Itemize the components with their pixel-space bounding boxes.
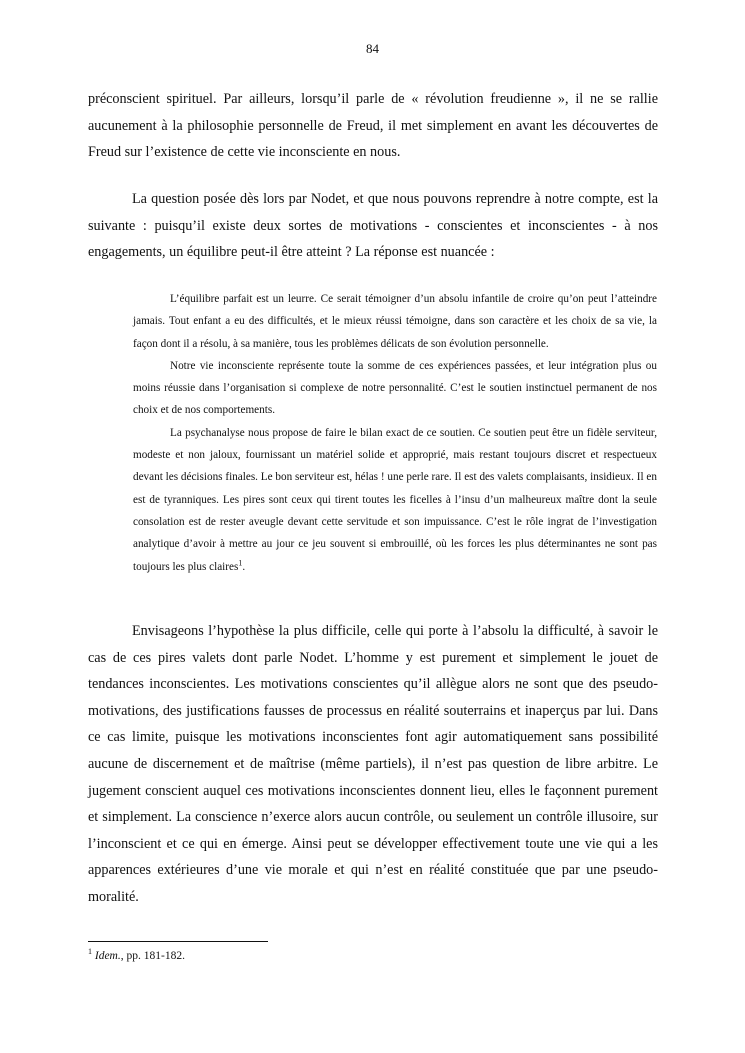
block-quote xyxy=(133,288,657,578)
quote-paragraph: L’équilibre parfait est un leurre. Ce serait témoigner d’un absolu infantile de croire qu’on peut l’atteindre jamais. Tout enfant a eu des difficultés, et le mieux réussi témoigne, dans son caractère et les choix de sa vie, la façon dont il a résolu, à sa manière, tous les problèmes délicats de son évolution personnelle. xyxy=(133,293,657,350)
body-paragraph: préconscient spirituel. Par ailleurs, lorsqu’il parle de « révolution freudienne », il ne se rallie aucunement à la philosophie personnelle de Freud, il met simplement en avant les découvertes de Freud sur l’existence de cette vie inconsciente en nous. xyxy=(88,91,658,161)
footnote-number: 1 xyxy=(88,947,92,957)
footnote-divider xyxy=(88,941,268,942)
footnote xyxy=(88,948,658,964)
body-paragraph: La question posée dès lors par Nodet, et que nous pouvons reprendre à notre compte, est la suivante : puisqu’il existe deux sortes de motivations - conscientes et inconscientes - à nos engagements, un équilibre peut-il être atteint ? La réponse est nuancée : xyxy=(88,191,658,261)
footnote-source: Idem. xyxy=(94,950,121,962)
quote-text: La psychanalyse nous propose de faire le bilan exact de ce soutien. Ce soutien peut être un fidèle serviteur, modeste et non jaloux, fournissant un matériel solide et approprié, mais restant toujours discret et respectueux devant les décisions finales. Le bon serviteur est, hélas ! une perle rare. Il est des valets complaisants, insidieux. Il en est de tyranniques. Les pires sont ceux qui tirent toutes les ficelles à l’insu d’un malheureux maître dont la seule consolation est de rester aveugle devant cette servitude et son impuissance. C’est le rôle ingrat de l’investigation analytique d’avoir à mettre au jour ce jeu souvent si embrouillé, où les forces les plus déterminantes ne sont pas toujours les plus claires xyxy=(133,426,657,573)
footnote-reference[interactable]: 1 xyxy=(238,557,243,567)
quote-paragraph: Notre vie inconsciente représente toute la somme de ces expériences passées, et leur intégration plus ou moins réussie dans l’organisation si complexe de notre personnalité. C’est le soutien instinctuel permanent de nos choix et de nos comportements. xyxy=(133,359,657,417)
page-number: 84 xyxy=(366,41,379,56)
quote-paragraph: La psychanalyse nous propose de faire le bilan exact de ce soutien. Ce soutien peut être un fidèle serviteur, modeste et non jaloux, fournissant un matériel solide et approprié, mais restant toujours discret et respectueux devant les décisions finales. Le bon serviteur est, hélas ! une perle rare. Il est des valets complaisants, insidieux. Il en est de tyranniques. Les pires sont ceux qui tirent toutes les ficelles à l’insu d’un malheureux maître dont la seule consolation est de rester aveugle devant cette servitude et son impuissance. C’est le rôle ingrat de l’investigation analytique d’avoir à mettre au jour ce jeu souvent si embrouillé, où les forces les plus déterminantes ne sont pas toujours les plus claires$^1$. xyxy=(133,426,657,573)
footnote-pages: , pp. 181-182. xyxy=(120,950,185,962)
body-paragraph: Envisageons l’hypothèse la plus difficile, celle qui porte à l’absolu la difficulté, à savoir le cas de ces pires valets dont parle Nodet. L’homme y est purement et simplement le jouet de tendances inconscientes. Les motivations conscientes qu’il allègue alors ne sont que des pseudo-motivations, des justifications fausses de processus en réalité souterrains et inaperçus par lui. Dans ce cas limite, puisque les motivations inconscientes font agir automatiquement sans possibilité aucune de discernement et de maîtrise (même partiels), il n’est pas question de libre arbitre. Le jugement conscient auquel ces motivations inconscientes donnent lieu, elles le façonnent purement et simplement. La conscience n’exerce alors aucun contrôle, ou seulement un contrôle illusoire, sur l’inconscient et ce qui en émerge. Ainsi peut se développer effectivement toute une vie qui a les apparences extérieures d’une vie morale et qui n’est en réalité constituée que par une pseudo-moralité. xyxy=(88,623,658,905)
